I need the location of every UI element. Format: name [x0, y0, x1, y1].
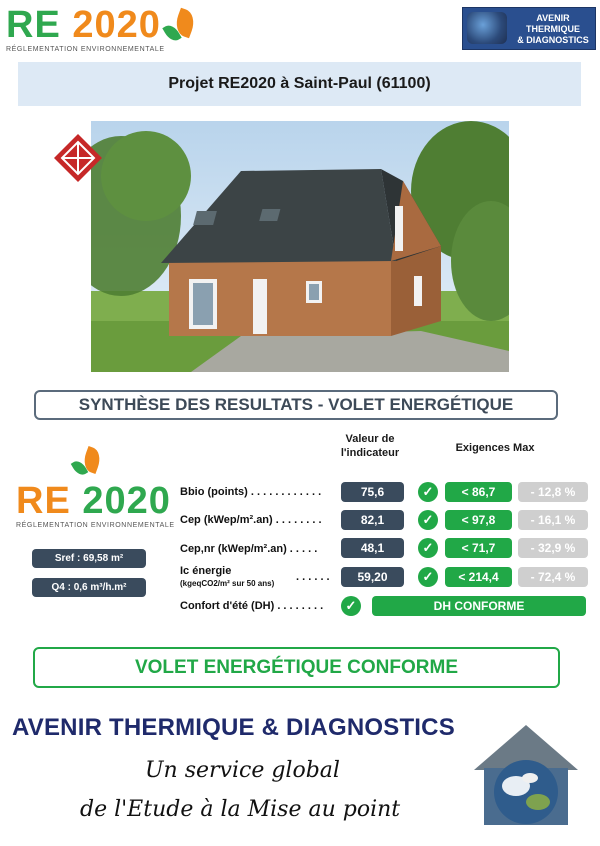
row-label-ic-energie: Ic énergie: [180, 565, 232, 577]
value-cep: 82,1: [341, 510, 404, 530]
house-render-image: [91, 121, 509, 372]
row-label-cep: Cep (kWep/m².an) . . . . . . . .: [180, 514, 322, 526]
brand-line-1: AVENIR: [536, 13, 570, 23]
check-icon: ✓: [418, 510, 438, 530]
house-globe-image: [464, 720, 588, 830]
section-title: SYNTHÈSE DES RESULTATS - VOLET ENERGÉTIQUE: [34, 390, 558, 420]
value-column-header: Valeur de l'indicateur: [340, 433, 400, 459]
gap-bbio: - 12,8 %: [518, 482, 588, 502]
logo-subtitle: RÉGLEMENTATION ENVIRONNEMENTALE: [6, 46, 165, 53]
sref-pill: Sref : 69,58 m²: [32, 549, 146, 568]
logo-re-text: RE: [6, 4, 61, 46]
gap-ic-energie: - 72,4 %: [518, 567, 588, 587]
side-logo-year: 2020: [82, 480, 171, 522]
gap-cep: - 16,1 %: [518, 510, 588, 530]
re2020-side-logo: [16, 482, 176, 532]
side-logo-re: RE: [16, 480, 71, 522]
brand-line-3: & DIAGNOSTICS: [517, 35, 589, 45]
requirement-bbio: < 86,7: [445, 482, 512, 502]
requirement-ic-energie: < 214,4: [445, 567, 512, 587]
brand-badge: [462, 7, 596, 50]
q4-pill: Q4 : 0,6 m³/h.m²: [32, 578, 146, 597]
check-icon: ✓: [418, 567, 438, 587]
check-icon: ✓: [418, 538, 438, 558]
brand-line-2: THERMIQUE: [526, 24, 580, 34]
row-label-bbio: Bbio (points) . . . . . . . . . . . .: [180, 486, 322, 498]
re2020-header-logo: [6, 4, 206, 53]
row-label-confort: Confort d'été (DH) . . . . . . . .: [180, 600, 324, 612]
requirements-column-header: Exigences Max: [455, 442, 535, 454]
slogan-line-1: Un service global: [145, 758, 340, 783]
house-globe-icon: [467, 12, 507, 44]
project-title: Projet RE2020 à Saint-Paul (61100): [18, 62, 581, 106]
check-icon: ✓: [341, 596, 361, 616]
value-bbio: 75,6: [341, 482, 404, 502]
side-logo-subtitle: RÉGLEMENTATION ENVIRONNEMENTALE: [16, 522, 175, 529]
row-sublabel-ic-energie: (kgeqCO2/m² sur 50 ans): [180, 579, 275, 588]
conform-banner: VOLET ENERGÉTIQUE CONFORME: [33, 647, 560, 688]
slogan-line-2: de l'Etude à la Mise au point: [80, 797, 401, 822]
requirement-cep: < 97,8: [445, 510, 512, 530]
check-icon: ✓: [418, 482, 438, 502]
value-cepnr: 48,1: [341, 538, 404, 558]
value-ic-energie: 59,20: [341, 567, 404, 587]
comfort-result: DH CONFORME: [372, 596, 586, 616]
row-dots-ic-energie: . . . . . .: [296, 571, 330, 583]
logo-year-text: 2020: [72, 4, 161, 46]
red-emblem-icon: [54, 134, 102, 182]
gap-cepnr: - 32,9 %: [518, 538, 588, 558]
row-label-cepnr: Cep,nr (kWep/m².an) . . . . .: [180, 543, 318, 555]
company-name: AVENIR THERMIQUE & DIAGNOSTICS: [12, 714, 455, 741]
requirement-cepnr: < 71,7: [445, 538, 512, 558]
